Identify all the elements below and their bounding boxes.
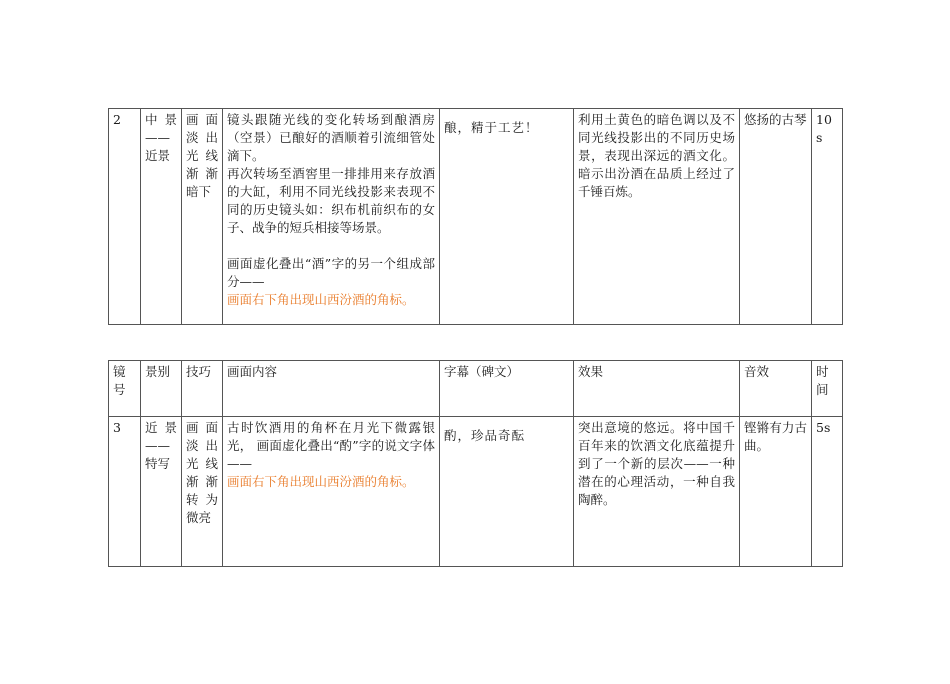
duration-cell: 10s: [812, 109, 843, 325]
paragraph-spacer: [227, 237, 435, 255]
table-header-row: [109, 361, 843, 417]
technique-cell: 画面淡出光线渐渐转为微亮: [182, 417, 223, 567]
header-caption: 字幕（碑文）: [440, 361, 574, 417]
scene-content-cell: [223, 417, 440, 567]
effect-cell: 利用土黄色的暗色调以及不同光线投影出的不同历史场景，表现出深远的酒文化。暗示出汾酒在品质上经过了千锤百炼。: [574, 109, 740, 325]
header-duration: 时间: [812, 361, 843, 417]
shot-number-cell: 2: [109, 109, 141, 325]
shot-type-cell: 近景——特写: [141, 417, 182, 567]
logo-note: 画面右下角出现山西汾酒的角标。: [227, 474, 415, 489]
caption-text: 酿，精于工艺！: [444, 120, 539, 135]
shot-number-cell: 3: [109, 417, 141, 567]
caption-cell: [440, 417, 574, 567]
scene-line: 再次转场至酒窖里一排排用来存放酒的大缸，利用不同光线投影来表现不同的历史镜头如：织布机前织布的女子、战争的短兵相接等场景。: [227, 166, 435, 235]
header-sound: 音效: [740, 361, 812, 417]
header-scene: 画面内容: [223, 361, 440, 417]
scene-line: 画面虚化叠出“酒”字的另一个组成部分——: [227, 256, 435, 289]
table-row: [109, 109, 843, 325]
shot-type-cell: 中景——近景: [141, 109, 182, 325]
header-effect: 效果: [574, 361, 740, 417]
caption-text: 酌，珍品奇酝: [444, 428, 526, 443]
header-shot-number: 镜号: [109, 361, 141, 417]
duration-cell: 5s: [812, 417, 843, 567]
scene-line: 镜头跟随光线的变化转场到酿酒房（空景）已酿好的酒顺着引流细管处滴下。: [227, 112, 435, 163]
scene-content-cell: [223, 109, 440, 325]
technique-cell: 画面淡出光线渐渐暗下: [182, 109, 223, 325]
header-shot-type: 景别: [141, 361, 182, 417]
sound-cell: 悠扬的古琴: [740, 109, 812, 325]
scene-line: 古时饮酒用的角杯在月光下微露银光， 画面虚化叠出“酌”字的说文字体——: [227, 420, 435, 471]
effect-cell: 突出意境的悠远。将中国千百年来的饮酒文化底蕴提升到了一个新的层次——一种潜在的心理活动，一种自我陶醉。: [574, 417, 740, 567]
storyboard-table-shot-2: [108, 108, 843, 325]
sound-cell: 铿锵有力古曲。: [740, 417, 812, 567]
logo-note: 画面右下角出现山西汾酒的角标。: [227, 292, 415, 307]
storyboard-table-shot-3: [108, 360, 843, 567]
caption-cell: [440, 109, 574, 325]
table-row: [109, 417, 843, 567]
header-technique: 技巧: [182, 361, 223, 417]
